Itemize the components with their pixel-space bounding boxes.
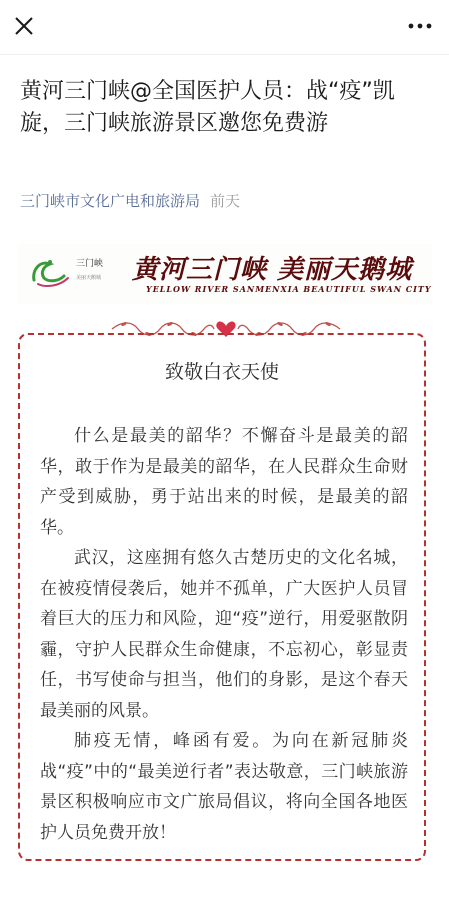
article-title: 黄河三门峡@全国医护人员：战“疫”凯旋，三门峡旅游景区邀您免费游 — [20, 79, 395, 136]
publish-time: 前天 — [210, 192, 241, 210]
close-button[interactable] — [10, 12, 38, 40]
swan-logo-icon — [28, 250, 74, 290]
article-meta — [20, 190, 240, 212]
top-bar — [0, 0, 449, 55]
letter-paragraph: 肺疫无情，峰函有爱。为向在新冠肺炎战“疫”中的“最美逆行者”表达敬意，三门峡旅游景区积极响应市文广旅局倡议，将向全国各地医护人员免费开放！ — [40, 731, 408, 843]
banner-slogan: 黄河三门峡 美丽天鹅城 — [132, 255, 413, 285]
letter-paragraph: 武汉，这座拥有悠久古楚历史的文化名城，在被疫情侵袭后，她并不孤单，广大医护人员冒着巨大的压力和风险，迎“疫”逆行，用爱驱散阴霾，守护人民群众生命健康，不忘初心，彰显责任，书写使命与担当，他们的身影，是这个春天最美丽的风景。 — [40, 548, 408, 721]
logo-text: 三门峡 — [76, 259, 104, 269]
letter-title: 致敬白衣天使 — [164, 361, 279, 383]
logo-subtext: 美丽天鹅城 — [76, 275, 102, 281]
letter-card — [18, 333, 426, 861]
author-link[interactable]: 三门峡市文化广电和旅游局 — [20, 192, 201, 210]
more-button[interactable] — [403, 12, 437, 40]
banner-image — [18, 244, 432, 304]
close-icon — [10, 12, 38, 40]
letter-paragraph: 什么是最美的韶华？不懈奋斗是最美的韶华，敢于作为是最美的韶华，在人民群众生命财产受到威胁，勇于站出来的时候，是最美的韶华。 — [40, 426, 408, 538]
more-icon — [403, 12, 437, 40]
banner-slogan-english: YELLOW RIVER SANMENXIA BEAUTIFUL SWAN CITY — [146, 284, 432, 294]
letter-body — [40, 421, 408, 848]
bottom-spacer — [0, 876, 449, 900]
